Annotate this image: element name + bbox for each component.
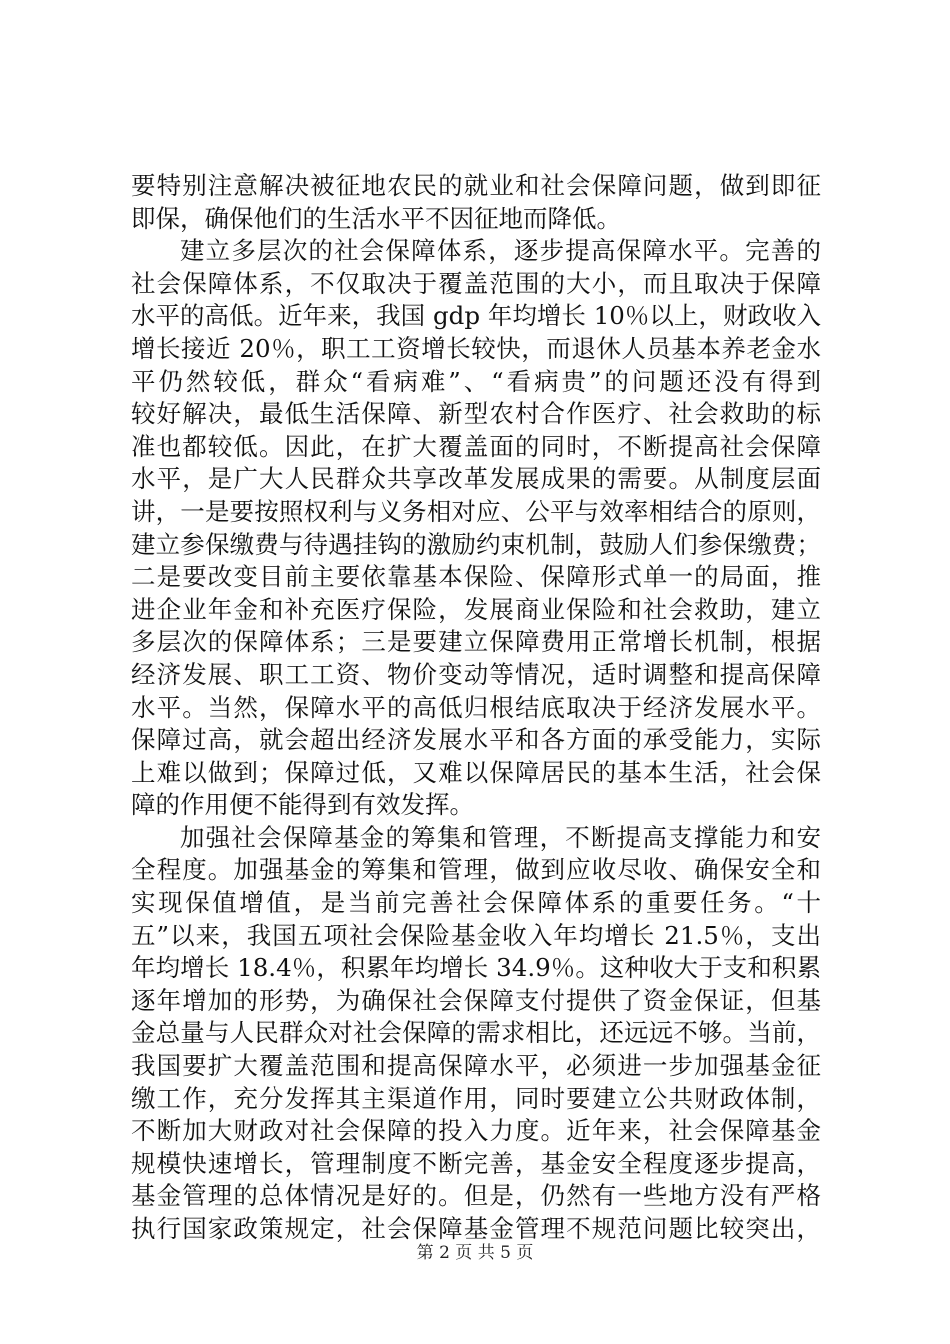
text-line: 年均增长 18.4％，积累年均增长 34.9％。这种收大于支和积累 — [131, 953, 821, 983]
text-line: 规模快速增长，管理制度不断完善，基金安全程度逐步提高， — [131, 1148, 821, 1178]
paragraph-start-line: 建立多层次的社会保障体系，逐步提高保障水平。完善的 — [180, 236, 821, 266]
text-line: 实现保值增值，是当前完善社会保障体系的重要任务。“十 — [131, 888, 821, 918]
text-line: 二是要改变目前主要依靠基本保险、保障形式单一的局面，推 — [131, 562, 821, 592]
text-line: 增长接近 20％，职工工资增长较快，而退休人员基本养老金水 — [131, 333, 821, 363]
text-line: 金总量与人民群众对社会保障的需求相比，还远远不够。当前， — [131, 1018, 821, 1048]
page-number-footer: 第 2 页 共 5 页 — [416, 1243, 534, 1263]
text-line: 障的作用便不能得到有效发挥。 — [131, 790, 474, 820]
text-line: 要特别注意解决被征地农民的就业和社会保障问题，做到即征 — [131, 171, 821, 200]
text-line: 上难以做到；保障过低，又难以保障居民的基本生活，社会保 — [131, 757, 821, 787]
text-line: 执行国家政策规定，社会保障基金管理不规范问题比较突出， — [131, 1214, 821, 1243]
text-line: 缴工作，充分发挥其主渠道作用，同时要建立公共财政体制， — [131, 1083, 821, 1113]
text-line: 逐年增加的形势，为确保社会保障支付提供了资金保证，但基 — [131, 985, 821, 1015]
text-line: 多层次的保障体系；三是要建立保障费用正常增长机制，根据 — [131, 627, 821, 657]
text-line: 基金管理的总体情况是好的。但是，仍然有一些地方没有严格 — [131, 1181, 821, 1211]
text-line: 准也都较低。因此，在扩大覆盖面的同时，不断提高社会保障 — [131, 431, 821, 461]
text-line: 讲，一是要按照权利与义务相对应、公平与效率相结合的原则， — [131, 496, 821, 526]
text-line: 即保，确保他们的生活水平不因征地而降低。 — [131, 203, 621, 233]
text-line: 保障过高，就会超出经济发展水平和各方面的承受能力，实际 — [131, 725, 821, 755]
text-line: 水平的高低。近年来，我国 gdp 年均增长 10％以上，财政收入 — [131, 301, 821, 331]
text-line: 水平，是广大人民群众共享改革发展成果的需要。从制度层面 — [131, 464, 821, 494]
text-line: 进企业年金和补充医疗保险，发展商业保险和社会救助，建立 — [131, 594, 821, 624]
text-line: 水平。当然，保障水平的高低归根结底取决于经济发展水平。 — [131, 692, 821, 722]
paragraph-start-line: 加强社会保障基金的筹集和管理，不断提高支撑能力和安 — [180, 822, 821, 852]
text-line: 较好解决，最低生活保障、新型农村合作医疗、社会救助的标 — [131, 399, 821, 429]
text-line: 我国要扩大覆盖范围和提高保障水平，必须进一步加强基金征 — [131, 1051, 821, 1081]
text-line: 全程度。加强基金的筹集和管理，做到应收尽收、确保安全和 — [131, 855, 821, 885]
text-line: 建立参保缴费与待遇挂钩的激励约束机制，鼓励人们参保缴费； — [131, 529, 821, 559]
text-line: 经济发展、职工工资、物价变动等情况，适时调整和提高保障 — [131, 659, 821, 689]
text-line: 平仍然较低，群众“看病难”、“看病贵”的问题还没有得到 — [131, 366, 821, 396]
text-line: 不断加大财政对社会保障的投入力度。近年来，社会保障基金 — [131, 1116, 821, 1146]
text-line: 五”以来，我国五项社会保险基金收入年均增长 21.5％，支出 — [131, 920, 821, 950]
document-body — [131, 170, 821, 1246]
text-line: 社会保障体系，不仅取决于覆盖范围的大小，而且取决于保障 — [131, 268, 821, 298]
